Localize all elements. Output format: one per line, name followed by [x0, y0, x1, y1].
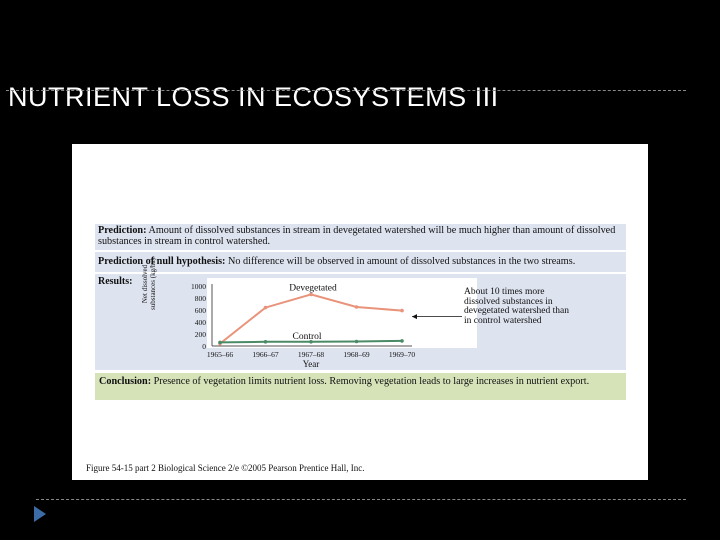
null-hypothesis-text: No difference will be observed in amount of dissolved substances in the two streams.	[228, 256, 576, 267]
data-point	[400, 339, 404, 343]
y-tick-label: 600	[194, 306, 206, 315]
x-tick-label: 1968–69	[343, 350, 370, 359]
x-axis-label: Year	[302, 359, 320, 369]
data-point	[400, 309, 404, 313]
y-tick-label: 400	[194, 318, 206, 327]
data-point	[264, 306, 268, 310]
data-point	[264, 340, 268, 344]
prediction-label: Prediction:	[98, 225, 147, 236]
title-divider	[6, 90, 686, 91]
x-tick-label: 1965–66	[206, 350, 234, 359]
data-point	[355, 305, 359, 309]
triangle-bullet-icon	[34, 506, 46, 522]
y-axis-label: Net dissolved substances (kg/ha)	[141, 258, 157, 310]
y-tick-label: 200	[194, 330, 206, 339]
slide-title: NUTRIENT LOSS IN ECOSYSTEMS III	[8, 82, 499, 112]
x-tick-label: 1969–70	[388, 350, 416, 359]
conclusion-label: Conclusion:	[99, 376, 152, 387]
results-label: Results:	[98, 276, 133, 287]
bottom-divider	[36, 499, 686, 500]
conclusion-band	[95, 373, 626, 400]
y-tick-label: 1000	[191, 282, 206, 291]
data-point	[355, 340, 359, 344]
figure-image	[72, 144, 648, 480]
y-tick-label: 800	[194, 294, 206, 303]
series-label-control: Control	[292, 331, 322, 342]
annotation-arrowhead	[412, 314, 417, 319]
null-hypothesis-label: Prediction of null hypothesis:	[98, 256, 226, 267]
y-tick-label: 0	[202, 342, 206, 351]
x-tick-label: 1967–68	[297, 350, 325, 359]
conclusion-text: Presence of vegetation limits nutrient loss. Removing vegetation leads to large increases in nutrient export.	[153, 376, 590, 387]
annotation-text: About 10 times more dissolved substances in devegetated watershed than in control watershed	[464, 287, 569, 326]
figure-caption: Figure 54-15 part 2 Biological Science 2/e ©2005 Pearson Prentice Hall, Inc.	[86, 463, 365, 473]
data-point	[218, 341, 222, 345]
prediction-text: Amount of dissolved substances in stream in devegetated watershed will be much higher than amount of dissolved substances in stream in control watershed.	[98, 225, 616, 247]
x-tick-label: 1966–67	[252, 350, 279, 359]
series-label-devegetated: Devegetated	[289, 283, 337, 294]
